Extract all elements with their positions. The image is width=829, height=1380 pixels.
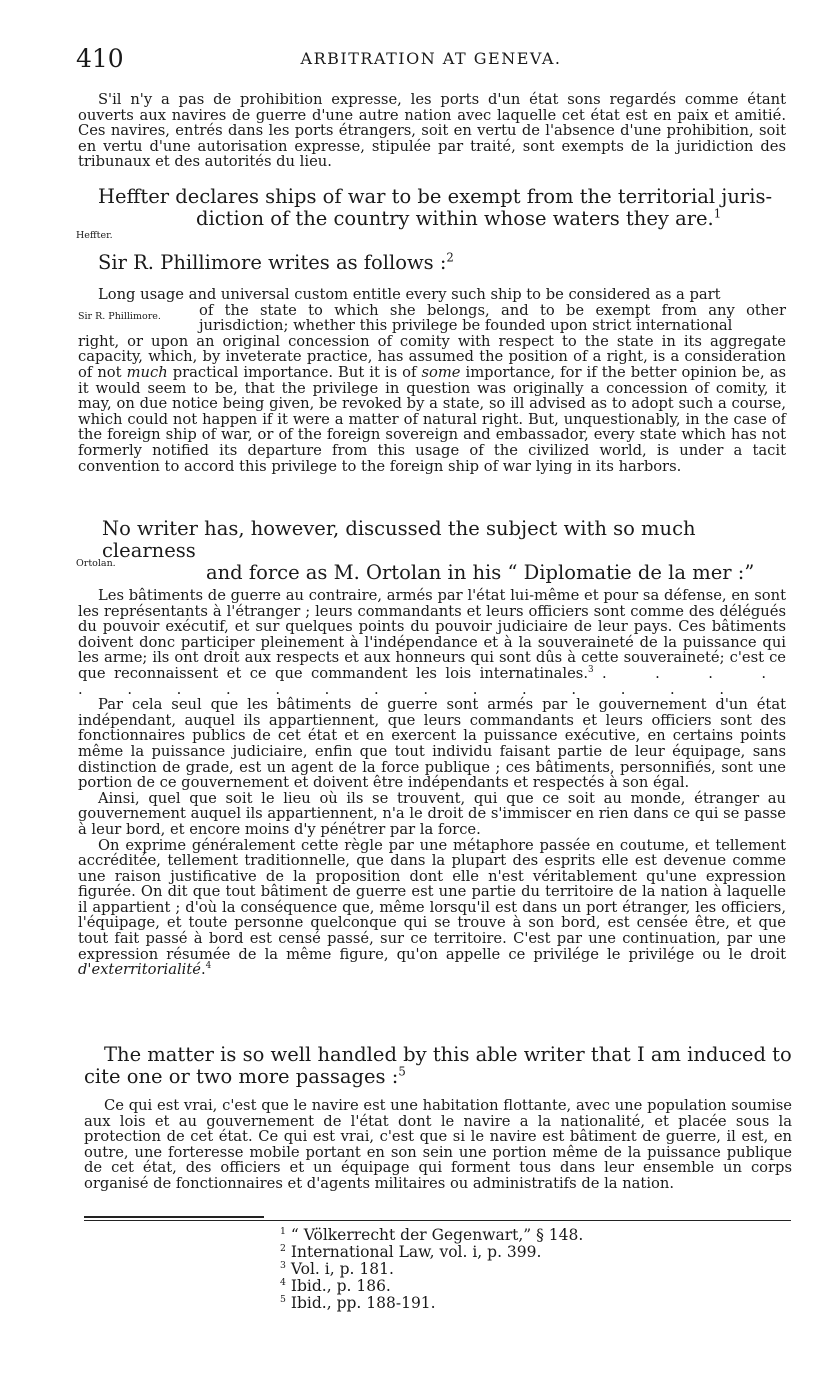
quote-paragraph-3: Par cela seul que les bâtiments de guerre sont armés par le gouvernement d'un état indépendant, auquel ils appartiennent, que leurs commandants et leurs officiers sont des fonctionnaires publics de cet état et en exercent la puissance exécutive, en certains points même la puissance judiciaire, enfin que tout individu faisant partie de leur équipage, sans distinction de grade, est un agent de la force publique ; ces bâtiments, personnifiés, sont une portion de ce gouvernement et doivent être indépendants et respectés à son égal.	[78, 696, 786, 792]
phillimore-intro: Sir R. Phillimore writes as follows :$^2$	[98, 250, 454, 274]
matter-paragraph: The matter is so well handled by this able writer that I am induced to cite one or two more passages :$^5$	[84, 1043, 792, 1088]
footnotes	[280, 1227, 640, 1312]
footnote-ref-3: 3	[588, 665, 594, 676]
footnote-ref-5: 5	[398, 1064, 406, 1079]
quote-paragraph-6: Ce qui est vrai, c'est que le navire est une habitation flottante, avec une population soumise aux lois et au gouvernement de l'état dont le navire a la nationalité, et placée sous la protection de cet état. Ce qui est vrai, c'est que si le navire est bâtiment de guerre, il est, en outre, une forteresse mobile portant en son sein une portion même de la puissance publique de cet état, des officiers et un équipage qui forment tous dans leur ensemble un corps organisé de fonctionnaires et d'agents militaires ou administratifs de la nation.	[84, 1097, 792, 1192]
footnote-ref-1: 1	[713, 206, 722, 221]
quote-paragraph-2: Les bâtiments de guerre au contraire, armés par l'état lui-même et pour sa défense, en sont les représentants à l'étranger ; leurs commandants et leurs officiers sont comme des délégués du pouvoir exécutif, et sur quelques points du pouvoir judiciaire de leur pays. Ces bâtiments doivent donc participer pleinement à l'indépendance et à la souveraineté de la puissance qui les arme; ils ont droit aux respects et aux honneurs qui sont dûs à cette souveraineté; c'est ce que reconnaissent et ce que commandent les lois internatinales.$^3$ . . . . . . . . . . . . . . . . . .	[78, 587, 786, 698]
phillimore-rest: right, or upon an original concession of comity with respect to the state in its aggregate capacity, which, by inveterate practice, has assumed the position of a right, is a consideration of not much practical importance. But it is of some importance, for if the better opinion be, as it would seem to be, that the privilege in question was originally a concession of comity, it may, on due notice being given, be revoked by a state, so ill advised as to adopt such a course, which could not happen if it were a matter of natural right. But, unquestionably, in the case of the foreign ship of war, or of the foreign sovereign and embassador, every state which has not formerly notified its departure from this usage of the civilized world, is under a tacit convention to accord this privilege to the foreign ship of war lying in its harbors.	[78, 332, 786, 475]
footnote-3: $^3$ Vol. i, p. 181.	[280, 1259, 394, 1278]
sidenote-heffter: Heffter.	[76, 230, 113, 241]
quote-paragraph-1: S'il n'y a pas de prohibition expresse, les ports d'un état sons regardés comme étant ouverts aux navires de guerre d'une autre nation avec laquelle cet état est en paix et amitié. Ces navires, entrés dans les ports étrangers, soit en vertu de l'absence d'une prohibition, soit en vertu d'une autorisation expresse, stipulée par traité, sont exempts de la juridiction des tribunaux et des autorités du lieu.	[78, 91, 786, 171]
footnote-rule	[84, 1220, 791, 1221]
footnote-ref-4: 4	[205, 961, 212, 972]
footnote-5: $^5$ Ibid., pp. 188-191.	[280, 1293, 436, 1312]
footnote-ref-2: 2	[446, 250, 454, 265]
running-title: ARBITRATION AT GENEVA.	[300, 49, 562, 68]
page-header	[76, 44, 786, 74]
sidenote-ortolan: Ortolan.	[76, 558, 116, 569]
heffter-line-1: Heffter declares ships of war to be exempt from the territorial juris-	[98, 185, 773, 208]
footnote-rule-short	[84, 1216, 264, 1218]
ortolan-quotes	[78, 588, 786, 978]
page-number: 410	[76, 44, 124, 73]
sidenote-phillimore: Sir R. Phillimore.	[78, 310, 161, 322]
phillimore-quote	[78, 287, 786, 474]
quote-paragraph-5: On exprime généralement cette règle par une métaphore passée en coutume, et tellement accréditée, tellement traditionnelle, que dans la plupart des esprits elle est devenue comme une raison justificative de la proposition dont elle n'est véritablement qu'une expression figurée. On dit que tout bâtiment de guerre est une partie du territoire de la nation à laquelle il appartient ; d'où la conséquence que, même lorsqu'il est dans un port étranger, les officiers, l'équipage, et toute personne quelconque qui se trouve à son bord, est censée être, et que tout fait passé à bord est censé passé, sur ce territoire. C'est par une continuation, par une expression résumée de la même figure, qu'on appelle ce privilége le privilége ou le droit d'exterritorialité.$^4$	[78, 836, 786, 979]
footnote-2: $^2$ International Law, vol. i, p. 399.	[280, 1242, 542, 1261]
ortolan-line-1: No writer has, however, discussed the subject with so much clearness	[102, 517, 696, 562]
phillimore-wrapped-lines: of the state to which she belongs, and to be exempt from any other jurisdiction; whether this privilege be founded upon strict international	[199, 301, 786, 335]
footnote-4: $^4$ Ibid., p. 186.	[280, 1276, 391, 1295]
ortolan-paragraph	[102, 518, 792, 584]
quote-paragraph-4: Ainsi, quel que soit le lieu où ils se trouvent, qui que ce soit au monde, étranger au gouvernement auquel ils appartiennent, n'a le droit de s'immiscer en rien dans ce qui se passe à leur bord, et encore moins d'y pénétrer par la force.	[78, 789, 786, 838]
footnote-1: $^1$ “ Völkerrecht der Gegenwart,” § 148.	[280, 1225, 584, 1244]
phillimore-line-1: Long usage and universal custom entitle every such ship to be considered as a part	[98, 286, 721, 303]
heffter-line-2: diction of the country within whose waters they are.$^1$	[196, 206, 722, 230]
heffter-paragraph	[98, 186, 788, 230]
ortolan-line-2: and force as M. Ortolan in his “ Diplomatie de la mer :”	[206, 561, 755, 584]
ellipsis-dots: . . . . . . . . . . . . . . . . . .	[78, 664, 786, 698]
